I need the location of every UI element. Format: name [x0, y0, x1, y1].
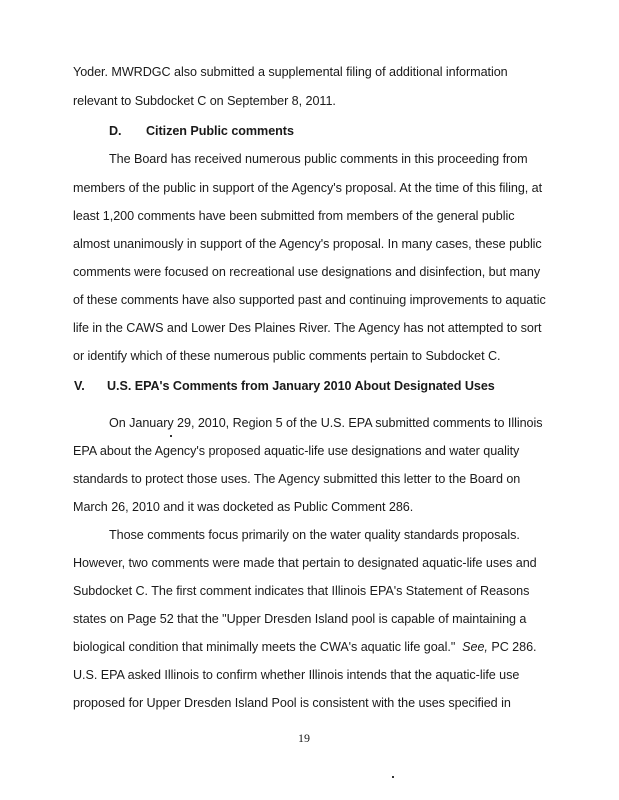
body-line-citation	[73, 639, 537, 655]
body-line: Those comments focus primarily on the water quality standards proposals.	[109, 528, 520, 542]
page-number: 19	[298, 731, 310, 745]
section-heading-v	[74, 378, 495, 394]
body-line: Yoder. MWRDGC also submitted a supplemental filing of additional information	[73, 65, 508, 79]
body-line: On January 29, 2010, Region 5 of the U.S. EPA submitted comments to Illinois	[109, 416, 543, 430]
body-line: or identify which of these numerous public comments pertain to Subdocket C.	[73, 349, 501, 363]
body-line: proposed for Upper Dresden Island Pool is consistent with the uses specified in	[73, 696, 511, 710]
scan-speck	[170, 435, 172, 437]
body-line: EPA about the Agency's proposed aquatic-life use designations and water quality	[73, 444, 520, 458]
body-line: of these comments have also supported past and continuing improvements to aquatic	[73, 293, 546, 307]
section-number: V.	[74, 379, 85, 393]
section-number: D.	[109, 124, 122, 138]
see-signal: See,	[462, 640, 488, 654]
citation-ref: PC 286.	[491, 640, 537, 654]
scan-speck	[392, 776, 394, 778]
body-line: The Board has received numerous public comments in this proceeding from	[109, 152, 528, 166]
body-line: comments were focused on recreational use designations and disinfection, but many	[73, 265, 541, 279]
quote-text: biological condition that minimally meets the CWA's aquatic life goal."	[73, 640, 456, 654]
body-line: standards to protect those uses. The Agency submitted this letter to the Board on	[73, 472, 521, 486]
body-line: U.S. EPA asked Illinois to confirm whether Illinois intends that the aquatic-life use	[73, 668, 520, 682]
body-line: states on Page 52 that the "Upper Dresden Island pool is capable of maintaining a	[73, 612, 527, 626]
section-title: U.S. EPA's Comments from January 2010 About Designated Uses	[107, 379, 495, 393]
body-line: relevant to Subdocket C on September 8, 2011.	[73, 94, 336, 108]
body-line: March 26, 2010 and it was docketed as Public Comment 286.	[73, 500, 414, 514]
body-line: Subdocket C. The first comment indicates that Illinois EPA's Statement of Reasons	[73, 584, 530, 598]
section-heading-d	[109, 123, 294, 139]
body-line: However, two comments were made that pertain to designated aquatic-life uses and	[73, 556, 537, 570]
body-line: almost unanimously in support of the Agency's proposal. In many cases, these public	[73, 237, 542, 251]
body-line: least 1,200 comments have been submitted from members of the general public	[73, 209, 515, 223]
body-line: life in the CAWS and Lower Des Plaines River. The Agency has not attempted to sort	[73, 321, 542, 335]
body-line: members of the public in support of the Agency's proposal. At the time of this filing, at	[73, 181, 543, 195]
section-title: Citizen Public comments	[146, 124, 294, 138]
